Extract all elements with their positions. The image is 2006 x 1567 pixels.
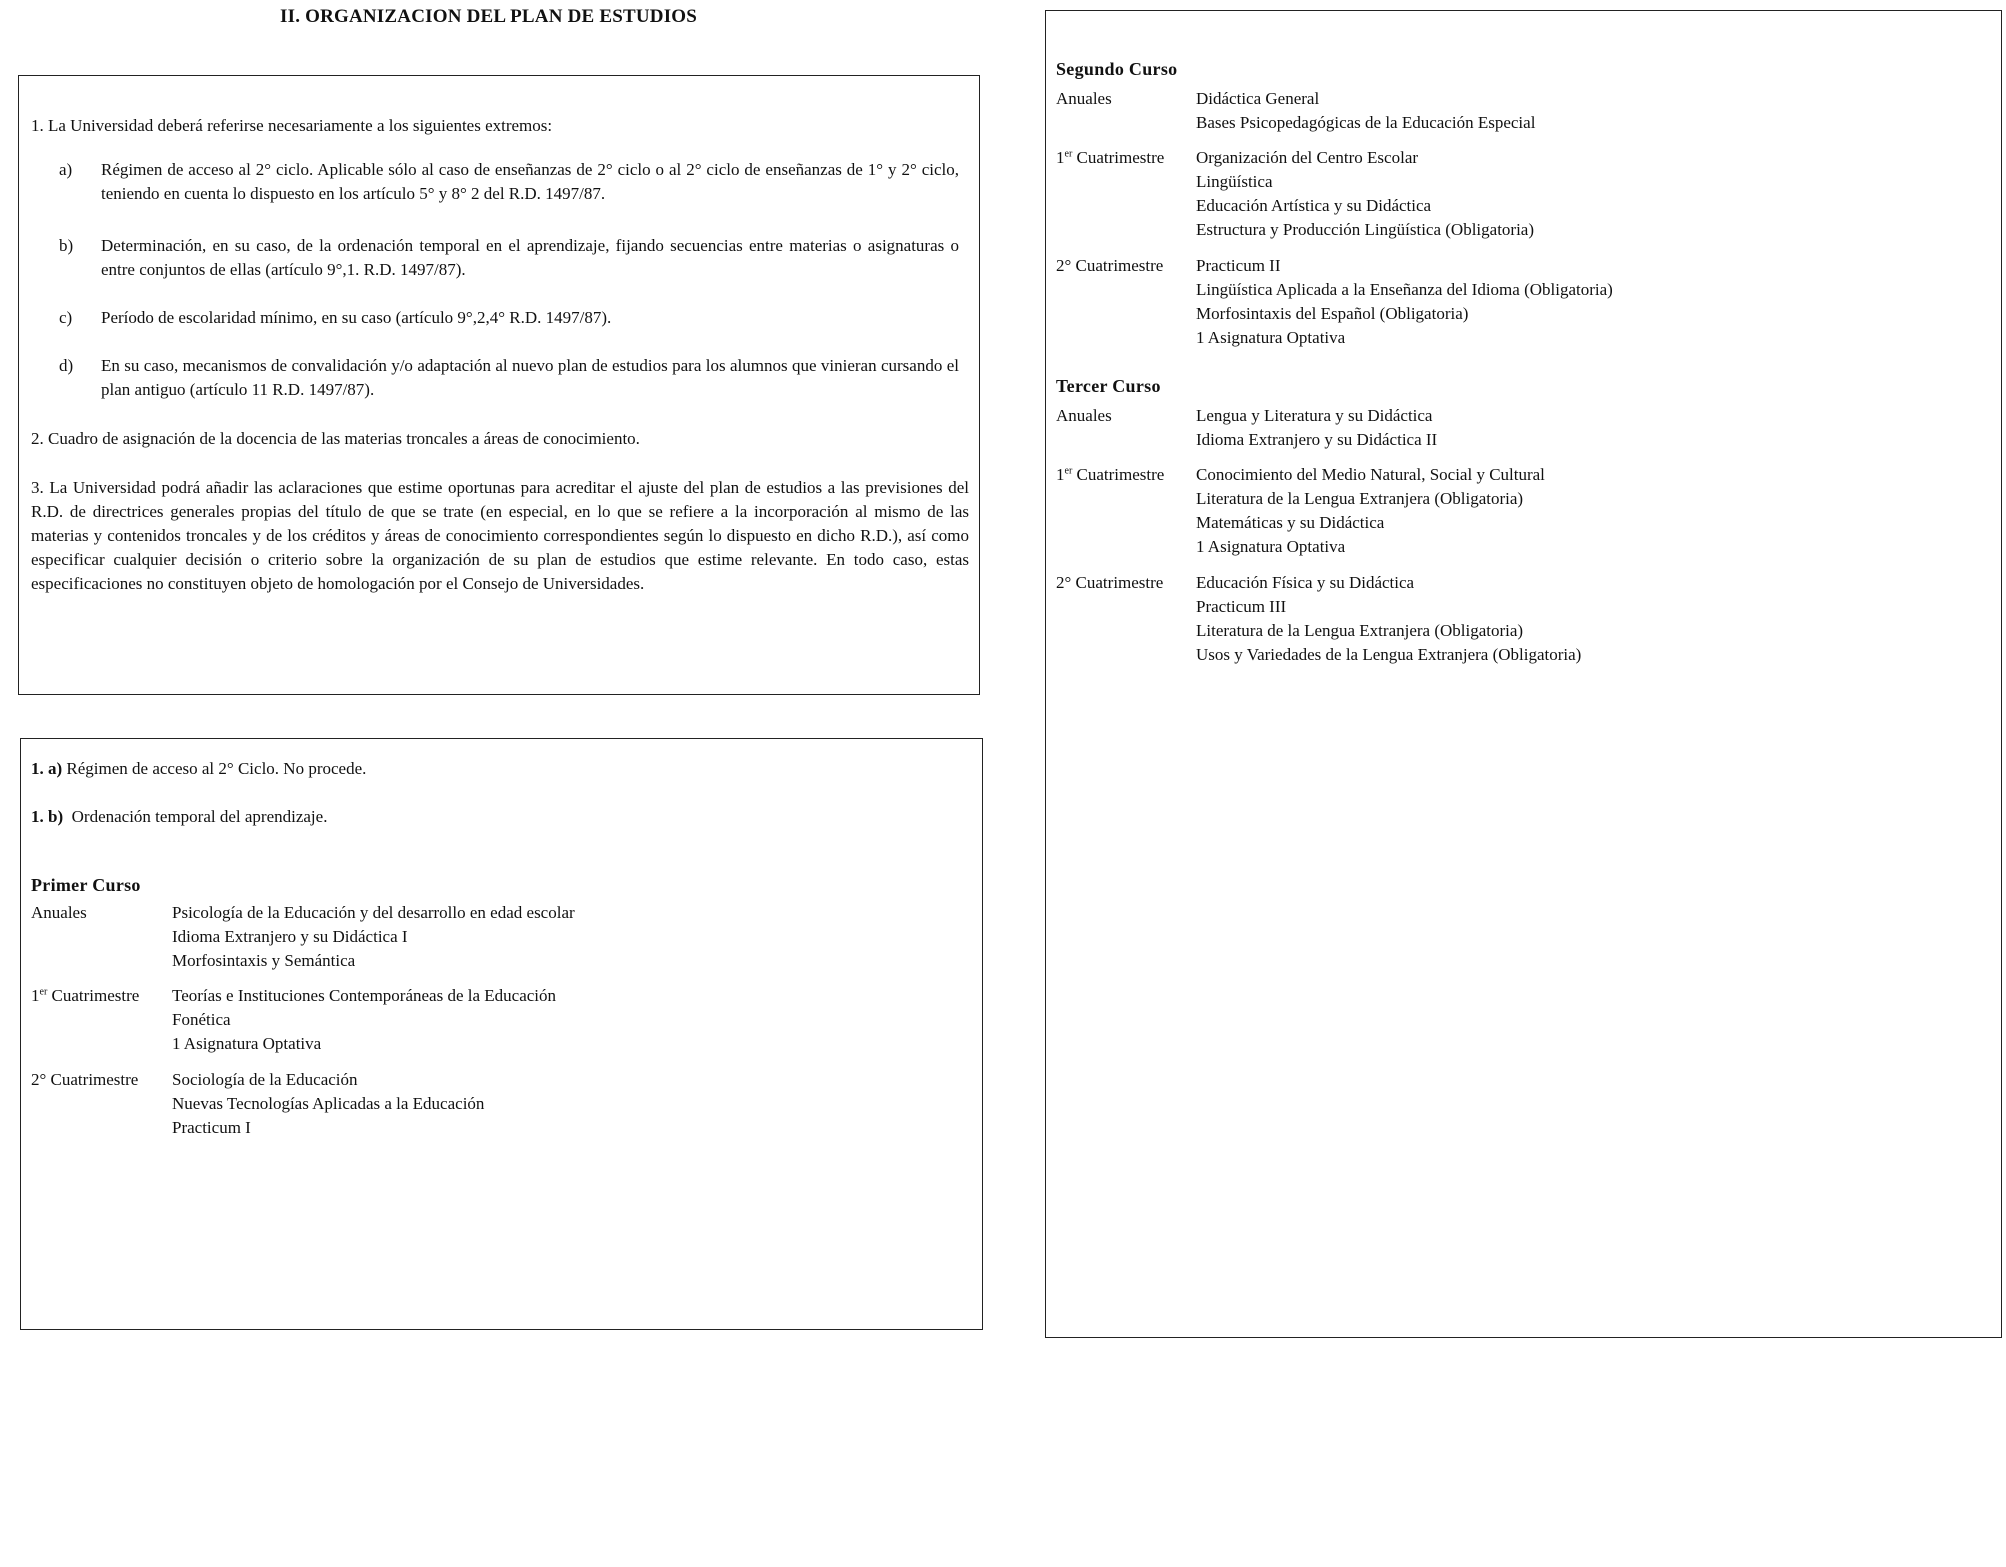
subject-item: 1 Asignatura Optativa	[1196, 537, 1346, 556]
group-label: Anuales	[1056, 406, 1112, 425]
subject-item: Teorías e Instituciones Contemporáneas de la Educación	[172, 986, 557, 1005]
subject-item: Bases Psicopedagógicas de la Educación Especial	[1196, 113, 1536, 132]
group-label: 1er Cuatrimestre	[31, 986, 140, 1005]
page-title: II. ORGANIZACION DEL PLAN DE ESTUDIOS	[280, 6, 698, 27]
group-label: 1er Cuatrimestre	[1056, 465, 1165, 484]
group-1er-cuatrimestre	[31, 984, 556, 1056]
subject-item: Psicología de la Educación y del desarrollo en edad escolar	[172, 903, 575, 922]
subject-item: 1 Asignatura Optativa	[172, 1034, 322, 1053]
group-1er-cuatrimestre	[1056, 463, 1545, 559]
item-letter: a)	[59, 160, 73, 179]
item-text: Período de escolaridad mínimo, en su caso (artículo 9°,2,4° R.D. 1497/87).	[101, 308, 612, 327]
course-heading-segundo: Segundo Curso	[1056, 59, 1178, 79]
item-letter: d)	[59, 356, 74, 375]
subject-item: Lingüística	[1196, 172, 1273, 191]
requirement-item-c	[59, 306, 959, 330]
subject-item: Didáctica General	[1196, 89, 1320, 108]
item-text: En su caso, mecanismos de convalidación y/o adaptación al nuevo plan de estudios para los alumnos que vinieran cursando el plan antiguo (artículo 11 R.D. 1497/87).	[101, 356, 959, 399]
subject-item: Morfosintaxis y Semántica	[172, 951, 356, 970]
group-2do-cuatrimestre	[31, 1068, 484, 1140]
group-label: Anuales	[31, 903, 87, 922]
requirement-item-a	[59, 158, 959, 206]
temporal-order-line	[31, 807, 327, 827]
access-text: Régimen de acceso al 2° Ciclo. No procede.	[62, 759, 367, 778]
requirement-point-3: 3. La Universidad podrá añadir las aclaraciones que estime oportunas para acreditar el ajuste del plan de estudios a las previsiones del R.D. de directrices generales propias del título de que se trate (en especial, en lo que se refiere a la incorporación al mismo de las materias y contenidos troncales y de los créditos y áreas de conocimiento correspondientes según lo dispuesto en dicho R.D.), así como especificar cualquier decisión o criterio sobre la organización de su plan de estudios que estime relevante. En todo caso, estas especificaciones no constituyen objeto de homologación por el Consejo de Universidades.	[31, 478, 969, 593]
subject-item: Morfosintaxis del Español (Obligatoria)	[1196, 304, 1469, 323]
subject-item: Sociología de la Educación	[172, 1070, 358, 1089]
group-label: Anuales	[1056, 89, 1112, 108]
item-text: Determinación, en su caso, de la ordenación temporal en el aprendizaje, fijando secuencias entre materias o asignaturas o entre conjuntos de ellas (artículo 9°,1. R.D. 1497/87).	[101, 236, 959, 279]
group-anuales	[1056, 404, 1437, 452]
second-third-course-box	[1045, 10, 2002, 1338]
course-heading-tercer: Tercer Curso	[1056, 376, 1161, 396]
subject-item: Educación Física y su Didáctica	[1196, 573, 1415, 592]
order-text: Ordenación temporal del aprendizaje.	[63, 807, 328, 826]
subject-item: Practicum I	[172, 1118, 251, 1137]
order-label: 1. b)	[31, 807, 64, 826]
subject-item: Fonética	[172, 1010, 231, 1029]
item-letter: b)	[59, 236, 74, 255]
subject-item: Organización del Centro Escolar	[1196, 148, 1419, 167]
group-label: 2° Cuatrimestre	[31, 1070, 139, 1089]
group-1er-cuatrimestre	[1056, 146, 1534, 242]
item-letter: c)	[59, 308, 73, 327]
subject-item: Idioma Extranjero y su Didáctica II	[1196, 430, 1438, 449]
group-label: 2° Cuatrimestre	[1056, 573, 1164, 592]
requirements-intro: 1. La Universidad deberá referirse necesariamente a los siguientes extremos:	[31, 116, 553, 135]
group-anuales	[1056, 87, 1535, 135]
group-label: 1er Cuatrimestre	[1056, 148, 1165, 167]
subject-item: Conocimiento del Medio Natural, Social y Cultural	[1196, 465, 1545, 484]
item-text: Régimen de acceso al 2° ciclo. Aplicable sólo al caso de enseñanzas de 2° ciclo o al 2° ciclo de enseñanzas de 1° y 2° ciclo, teniendo en cuenta lo dispuesto en los artículo 5° y 8° 2 del R.D. 1497/87.	[101, 160, 959, 203]
requirements-box	[18, 75, 980, 695]
requirement-item-b	[59, 234, 959, 282]
subject-item: Educación Artística y su Didáctica	[1196, 196, 1432, 215]
subject-item: Literatura de la Lengua Extranjera (Obligatoria)	[1196, 489, 1524, 508]
subject-item: Lengua y Literatura y su Didáctica	[1196, 406, 1433, 425]
subject-item: Matemáticas y su Didáctica	[1196, 513, 1385, 532]
group-anuales	[31, 901, 575, 973]
requirement-item-d	[59, 354, 959, 402]
course-heading-primer: Primer Curso	[31, 875, 141, 895]
group-2do-cuatrimestre	[1056, 254, 1613, 350]
subject-item: 1 Asignatura Optativa	[1196, 328, 1346, 347]
subject-item: Practicum II	[1196, 256, 1281, 275]
first-course-box	[20, 738, 983, 1330]
subject-item: Idioma Extranjero y su Didáctica I	[172, 927, 408, 946]
subject-item: Estructura y Producción Lingüística (Obligatoria)	[1196, 220, 1535, 239]
access-label: 1. a)	[31, 759, 63, 778]
subject-item: Practicum III	[1196, 597, 1287, 616]
requirement-point-2: 2. Cuadro de asignación de la docencia de las materias troncales a áreas de conocimiento.	[31, 429, 640, 448]
subject-item: Usos y Variedades de la Lengua Extranjera (Obligatoria)	[1196, 645, 1582, 664]
group-label: 2° Cuatrimestre	[1056, 256, 1164, 275]
subject-item: Lingüística Aplicada a la Enseñanza del Idioma (Obligatoria)	[1196, 280, 1613, 299]
access-regime-line	[31, 759, 366, 779]
group-2do-cuatrimestre	[1056, 571, 1581, 667]
subject-item: Nuevas Tecnologías Aplicadas a la Educación	[172, 1094, 485, 1113]
subject-item: Literatura de la Lengua Extranjera (Obligatoria)	[1196, 621, 1524, 640]
